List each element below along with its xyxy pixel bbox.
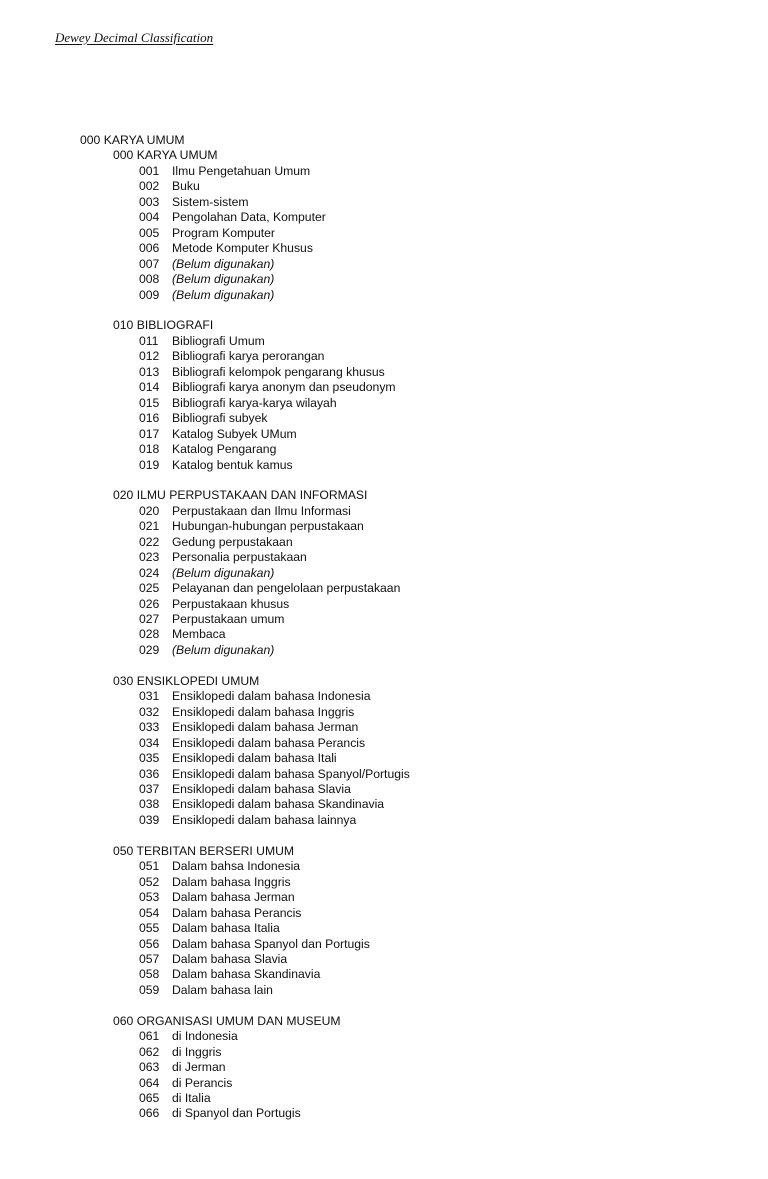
section-row: [139, 1106, 410, 1121]
section-code: 017: [139, 426, 160, 441]
section-label: Membaca: [172, 627, 226, 642]
section-code: 057: [139, 951, 160, 966]
section-code: 059: [139, 982, 160, 997]
section-label: di Spanyol dan Portugis: [172, 1106, 301, 1121]
section-label: di Perancis: [172, 1075, 233, 1090]
section-code: 055: [139, 921, 160, 936]
section-row: [139, 736, 410, 751]
section-code: 036: [139, 766, 160, 781]
section-label: Ensiklopedi dalam bahasa Inggris: [172, 704, 355, 719]
classification-outline: [80, 133, 410, 1122]
section-label: Dalam bahasa Perancis: [172, 905, 302, 920]
section-label: Dalam bahasa Jerman: [172, 890, 295, 905]
section-code: 038: [139, 797, 160, 812]
section-label: Ensiklopedi dalam bahasa Perancis: [172, 735, 366, 750]
section-label: Gedung perpustakaan: [172, 534, 293, 549]
section-code: 052: [139, 874, 160, 889]
section-code: 008: [139, 272, 160, 287]
section-label: (Belum digunakan): [172, 642, 275, 657]
division-code: 050: [113, 843, 134, 858]
section-row: [139, 952, 410, 967]
section-code: 062: [139, 1044, 160, 1059]
section-row: [139, 890, 410, 905]
section-code: 014: [139, 380, 160, 395]
section-label: Ensiklopedi dalam bahasa Skandinavia: [172, 797, 385, 812]
section-label: (Belum digunakan): [172, 565, 275, 580]
division-block: [113, 674, 410, 829]
section-code: 024: [139, 565, 160, 580]
section-code: 023: [139, 550, 160, 565]
section-row: [139, 581, 410, 596]
section-label: Ensiklopedi dalam bahasa Slavia: [172, 781, 351, 796]
section-row: [139, 906, 410, 921]
division-heading: [113, 844, 410, 859]
section-label: (Belum digunakan): [172, 256, 275, 271]
section-code: 027: [139, 612, 160, 627]
section-row: [139, 612, 410, 627]
section-row: [139, 365, 410, 380]
section-row: [139, 519, 410, 534]
division-title: ENSIKLOPEDI UMUM: [136, 673, 260, 688]
section-code: 020: [139, 503, 160, 518]
division-title: ORGANISASI UMUM DAN MUSEUM: [136, 1013, 341, 1028]
section-label: Hubungan-hubungan perpustakaan: [172, 519, 364, 534]
main-class-title: KARYA UMUM: [103, 133, 185, 147]
section-label: Bibliografi subyek: [172, 411, 268, 426]
section-row: [139, 937, 410, 952]
section-label: Dalam bahasa Slavia: [172, 951, 288, 966]
section-list: [139, 504, 410, 659]
section-label: di Indonesia: [172, 1029, 238, 1044]
section-code: 004: [139, 210, 160, 225]
section-code: 058: [139, 967, 160, 982]
division-title: TERBITAN BERSERI UMUM: [136, 843, 295, 858]
division-code: 000: [113, 148, 134, 163]
section-label: Katalog Pengarang: [172, 442, 277, 457]
section-row: [139, 797, 410, 812]
running-header-title: Dewey Decimal Classification: [55, 30, 214, 45]
section-label: di Jerman: [172, 1060, 226, 1075]
section-row: [139, 720, 410, 735]
section-code: 005: [139, 225, 160, 240]
section-row: [139, 550, 410, 565]
section-list: [139, 689, 410, 828]
section-row: [139, 349, 410, 364]
division-heading: [113, 674, 410, 689]
section-row: [139, 859, 410, 874]
section-code: 028: [139, 627, 160, 642]
section-label: Ilmu Pengetahuan Umum: [172, 163, 311, 178]
section-code: 064: [139, 1075, 160, 1090]
section-code: 016: [139, 411, 160, 426]
section-label: Dalam bahasa Spanyol dan Portugis: [172, 936, 370, 951]
section-code: 037: [139, 781, 160, 796]
section-label: Dalam bahasa Inggris: [172, 874, 291, 889]
division-heading: [113, 318, 410, 333]
section-label: Bibliografi kelompok pengarang khusus: [172, 364, 385, 379]
division-block: [113, 488, 410, 658]
section-code: 012: [139, 349, 160, 364]
section-code: 006: [139, 241, 160, 256]
section-label: Bibliografi karya anonym dan pseudonym: [172, 380, 396, 395]
section-list: [139, 334, 410, 473]
section-row: [139, 767, 410, 782]
main-class-code: 000: [80, 133, 101, 147]
section-label: di Inggris: [172, 1044, 222, 1059]
section-list: [139, 859, 410, 998]
section-row: [139, 1045, 410, 1060]
division-block: [113, 148, 410, 303]
division-heading: [113, 488, 410, 503]
section-label: Sistem-sistem: [172, 194, 249, 209]
section-row: [139, 334, 410, 349]
section-row: [139, 195, 410, 210]
section-row: [139, 257, 410, 272]
section-row: [139, 164, 410, 179]
section-list: [139, 1029, 410, 1122]
section-code: 015: [139, 395, 160, 410]
section-label: Dalam bahasa lain: [172, 982, 273, 997]
section-row: [139, 597, 410, 612]
section-code: 034: [139, 735, 160, 750]
section-code: 026: [139, 596, 160, 611]
section-row: [139, 241, 410, 256]
division-heading: [113, 148, 410, 163]
section-row: [139, 210, 410, 225]
section-code: 025: [139, 581, 160, 596]
section-row: [139, 689, 410, 704]
section-code: 018: [139, 442, 160, 457]
section-list: [139, 164, 410, 303]
section-row: [139, 813, 410, 828]
division-title: BIBLIOGRAFI: [136, 318, 214, 333]
section-code: 063: [139, 1060, 160, 1075]
section-label: Bibliografi karya perorangan: [172, 349, 325, 364]
section-code: 001: [139, 163, 160, 178]
section-row: [139, 1076, 410, 1091]
section-code: 065: [139, 1091, 160, 1106]
section-row: [139, 566, 410, 581]
section-code: 035: [139, 751, 160, 766]
section-row: [139, 1029, 410, 1044]
section-label: Bibliografi karya-karya wilayah: [172, 395, 337, 410]
section-code: 011: [139, 333, 159, 348]
section-row: [139, 921, 410, 936]
section-label: di Italia: [172, 1091, 211, 1106]
section-code: 002: [139, 179, 160, 194]
section-label: Pelayanan dan pengelolaan perpustakaan: [172, 581, 401, 596]
section-row: [139, 705, 410, 720]
section-label: Metode Komputer Khusus: [172, 241, 313, 256]
section-label: Ensiklopedi dalam bahasa Spanyol/Portugis: [172, 766, 410, 781]
division-list: [80, 148, 410, 1121]
section-label: Ensiklopedi dalam bahasa Jerman: [172, 720, 359, 735]
section-label: Dalam bahsa Indonesia: [172, 859, 301, 874]
section-row: [139, 1060, 410, 1075]
section-code: 054: [139, 905, 160, 920]
section-code: 033: [139, 720, 160, 735]
section-code: 053: [139, 890, 160, 905]
section-row: [139, 272, 410, 287]
section-row: [139, 504, 410, 519]
section-row: [139, 967, 410, 982]
section-row: [139, 442, 410, 457]
section-code: 039: [139, 812, 160, 827]
section-row: [139, 627, 410, 642]
section-label: Ensiklopedi dalam bahasa Indonesia: [172, 689, 371, 704]
section-code: 056: [139, 936, 160, 951]
section-code: 032: [139, 704, 160, 719]
division-code: 020: [113, 488, 134, 503]
section-code: 031: [139, 689, 160, 704]
section-code: 003: [139, 194, 160, 209]
section-row: [139, 1091, 410, 1106]
section-row: [139, 535, 410, 550]
section-label: Dalam bahasa Skandinavia: [172, 967, 321, 982]
section-code: 019: [139, 457, 160, 472]
section-code: 029: [139, 642, 160, 657]
section-code: 066: [139, 1106, 160, 1121]
division-block: [113, 844, 410, 999]
section-label: Buku: [172, 179, 200, 194]
division-code: 010: [113, 318, 134, 333]
section-row: [139, 380, 410, 395]
main-class-heading: [80, 133, 410, 148]
section-label: Bibliografi Umum: [172, 333, 265, 348]
section-code: 061: [139, 1029, 160, 1044]
section-label: Personalia perpustakaan: [172, 550, 307, 565]
division-block: [113, 318, 410, 473]
division-heading: [113, 1014, 410, 1029]
section-code: 021: [139, 519, 160, 534]
section-label: Ensiklopedi dalam bahasa Itali: [172, 751, 337, 766]
section-row: [139, 396, 410, 411]
section-row: [139, 458, 410, 473]
section-row: [139, 179, 410, 194]
section-label: (Belum digunakan): [172, 272, 275, 287]
division-title: ILMU PERPUSTAKAAN DAN INFORMASI: [136, 488, 368, 503]
section-row: [139, 226, 410, 241]
section-row: [139, 427, 410, 442]
section-label: Dalam bahasa Italia: [172, 921, 280, 936]
section-label: (Belum digunakan): [172, 287, 275, 302]
section-code: 009: [139, 287, 160, 302]
division-code: 060: [113, 1013, 134, 1028]
section-row: [139, 751, 410, 766]
division-title: KARYA UMUM: [136, 148, 218, 163]
section-label: Perpustakaan dan Ilmu Informasi: [172, 503, 351, 518]
section-row: [139, 782, 410, 797]
section-label: Perpustakaan umum: [172, 612, 285, 627]
section-label: Perpustakaan khusus: [172, 596, 290, 611]
section-row: [139, 875, 410, 890]
section-row: [139, 983, 410, 998]
division-block: [113, 1014, 410, 1122]
section-code: 007: [139, 256, 160, 271]
section-code: 022: [139, 534, 160, 549]
section-label: Ensiklopedi dalam bahasa lainnya: [172, 812, 357, 827]
section-row: [139, 411, 410, 426]
section-code: 051: [139, 859, 160, 874]
section-code: 013: [139, 364, 160, 379]
section-row: [139, 643, 410, 658]
division-code: 030: [113, 673, 134, 688]
section-label: Program Komputer: [172, 225, 275, 240]
section-label: Katalog Subyek UMum: [172, 426, 297, 441]
section-row: [139, 288, 410, 303]
section-label: Pengolahan Data, Komputer: [172, 210, 326, 225]
section-label: Katalog bentuk kamus: [172, 457, 293, 472]
